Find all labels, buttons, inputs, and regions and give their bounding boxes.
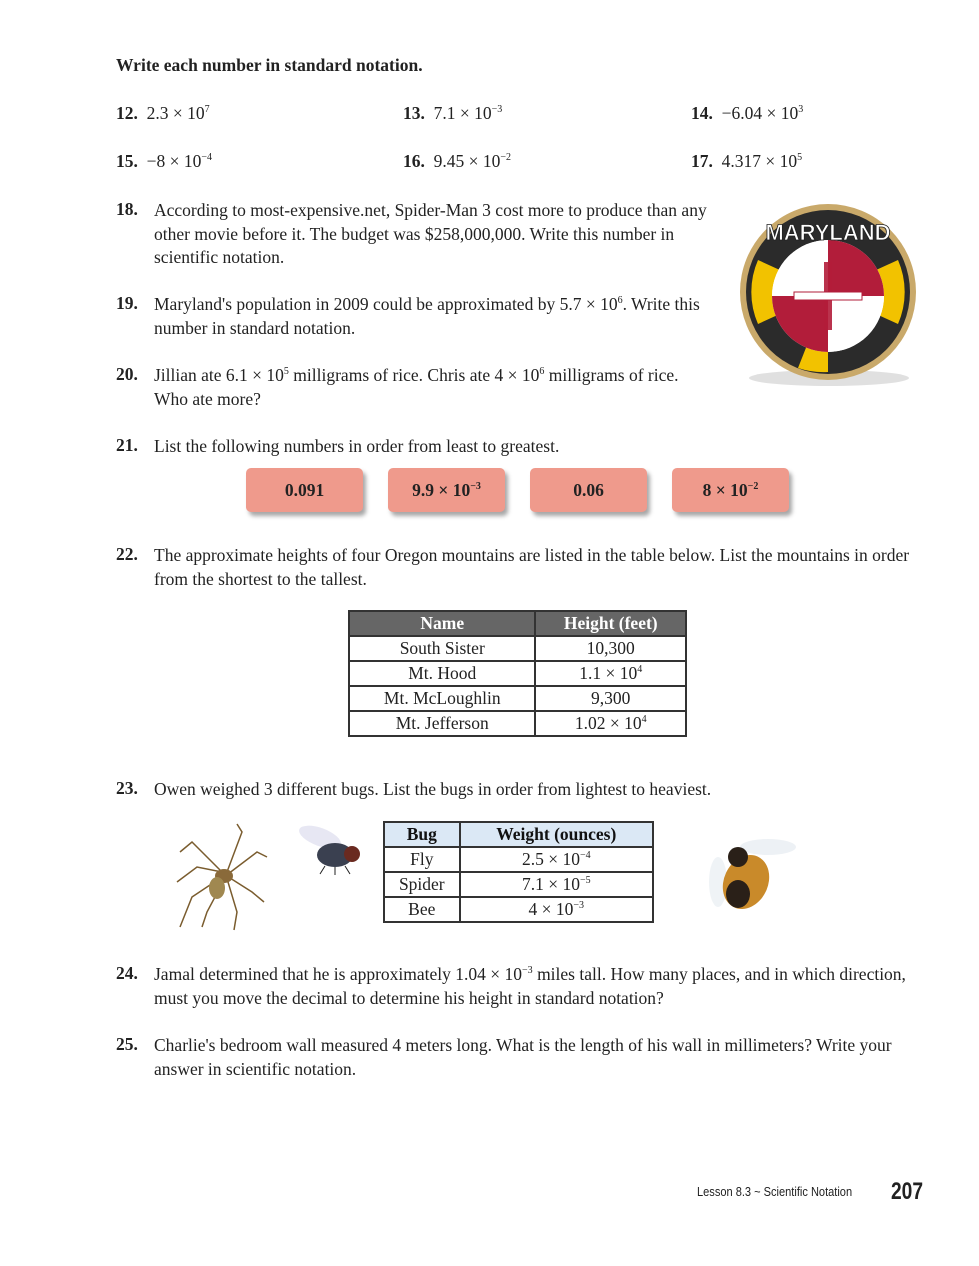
problem-16 [403,151,511,172]
value: 10,300 [586,638,635,658]
bug-weights-table [383,821,654,923]
exponent: −3 [491,104,503,115]
number-card [530,468,647,512]
exponent: −3 [522,965,533,976]
exponent: 6 [617,295,623,306]
text: . Write this number in standard notation. [154,294,700,338]
exponent: 5 [797,152,803,163]
problem-number: 24. [116,963,138,983]
card-value: 0.06 [573,480,604,500]
problem-number: 25. [116,1034,138,1054]
expression-base: −8 × 10 [146,151,202,171]
column-header: Bug [384,822,460,847]
expression-base: −6.04 × 10 [721,103,799,123]
problem-23-text: Owen weighed 3 different bugs. List the bugs in order from lightest to heaviest. [154,779,712,799]
exponent: −5 [579,875,591,886]
page-number: 207 [891,1178,924,1205]
text: Jillian ate 6.1 × 10 [154,365,284,385]
mountain-heights-table [348,610,687,737]
table-header-row [349,611,686,636]
table-header-row [384,822,653,847]
text: milligrams of rice. Chris ate 4 × 10 [288,365,540,385]
maryland-seal-image [738,200,920,390]
spider-image [172,822,272,932]
table-row [384,872,653,897]
problem-19-text [154,293,729,340]
mountain-name: Mt. Jefferson [349,711,535,736]
value: 9,300 [591,688,631,708]
mountain-height [535,686,686,711]
mountain-name: Mt. McLoughlin [349,686,535,711]
text: Jamal determined that he is approximately 1.04 × 10 [154,964,523,984]
exponent: 6 [539,366,545,377]
table-row [384,897,653,922]
number-card [672,468,789,512]
number-card [246,468,363,512]
problem-number: 21. [116,435,138,455]
value: 1.02 × 10 [574,713,642,733]
bug-name: Fly [384,847,460,872]
mountain-height [535,661,686,686]
seal-text: MARYLAND [765,220,891,245]
problem-number: 14. [691,103,713,123]
exponent: 7 [204,104,210,115]
text: milligrams of rice. Who ate more? [154,365,679,409]
column-header: Height (feet) [535,611,686,636]
instruction: Write each number in standard notation. [116,55,423,75]
expression-base: 9.45 × 10 [433,151,501,171]
column-header: Weight (ounces) [460,822,653,847]
problem-number: 23. [116,778,138,798]
mountain-name: Mt. Hood [349,661,535,686]
problem-number: 19. [116,293,138,313]
exponent: −4 [579,850,591,861]
problem-number: 22. [116,544,138,564]
card-value: 9.9 × 10 [412,480,471,500]
table-row [349,686,686,711]
exponent: 4 [637,664,643,675]
mountain-height [535,636,686,661]
value: 1.1 × 10 [579,663,638,683]
table-row [349,661,686,686]
problem-13 [403,103,502,124]
value: 4 × 10 [528,899,574,919]
bug-name: Bee [384,897,460,922]
problem-number: 20. [116,364,138,384]
problem-number: 16. [403,151,425,171]
problem-24-text [154,963,919,1010]
problem-17 [691,151,802,172]
problem-number: 15. [116,151,138,171]
problem-20-text [154,364,704,411]
exponent: −3 [573,900,585,911]
problem-number: 17. [691,151,713,171]
exponent: −4 [201,152,213,163]
bug-weight [460,897,653,922]
number-card [388,468,505,512]
exponent: 3 [798,104,804,115]
problem-15 [116,151,212,172]
text: Maryland's population in 2009 could be approximated by 5.7 × 10 [154,294,618,314]
problem-number: 18. [116,199,138,219]
bug-weight [460,872,653,897]
text: miles tall. How many places, and in which direction, must you move the decimal to determine his height in standard notation? [154,964,906,1008]
problem-22-text: The approximate heights of four Oregon mountains are listed in the table below. List the mountains in order from the shortest to the tallest. [154,545,910,589]
bee-image [698,832,803,927]
problem-number: 13. [403,103,425,123]
column-header: Name [349,611,535,636]
value: 7.1 × 10 [521,874,580,894]
exponent: −3 [470,481,481,492]
exponent: 5 [283,366,289,377]
exponent: 4 [641,714,647,725]
fly-image [290,822,370,877]
problem-21-text: List the following numbers in order from least to greatest. [154,436,560,456]
expression-base: 4.317 × 10 [721,151,798,171]
problem-14 [691,103,803,124]
table-row [384,847,653,872]
expression-base: 2.3 × 10 [146,103,205,123]
table-row [349,711,686,736]
problem-12 [116,103,210,124]
mountain-height [535,711,686,736]
lesson-footer: Lesson 8.3 ~ Scientific Notation [697,1184,853,1199]
expression-base: 7.1 × 10 [433,103,492,123]
exponent: −2 [500,152,512,163]
value: 2.5 × 10 [521,849,580,869]
table-row [349,636,686,661]
exponent: −2 [747,481,759,492]
problem-number: 12. [116,103,138,123]
card-value: 0.091 [284,480,325,500]
bug-name: Spider [384,872,460,897]
card-value: 8 × 10 [702,480,748,500]
problem-18-text: According to most-expensive.net, Spider-Man 3 cost more to produce than any other movie before it. The budget was $258,000,000. Write this number in scientific notation. [154,200,707,267]
mountain-name: South Sister [349,636,535,661]
problem-25-text: Charlie's bedroom wall measured 4 meters long. What is the length of his wall in millimeters? Write your answer in scientific notation. [154,1035,892,1079]
bug-weight [460,847,653,872]
